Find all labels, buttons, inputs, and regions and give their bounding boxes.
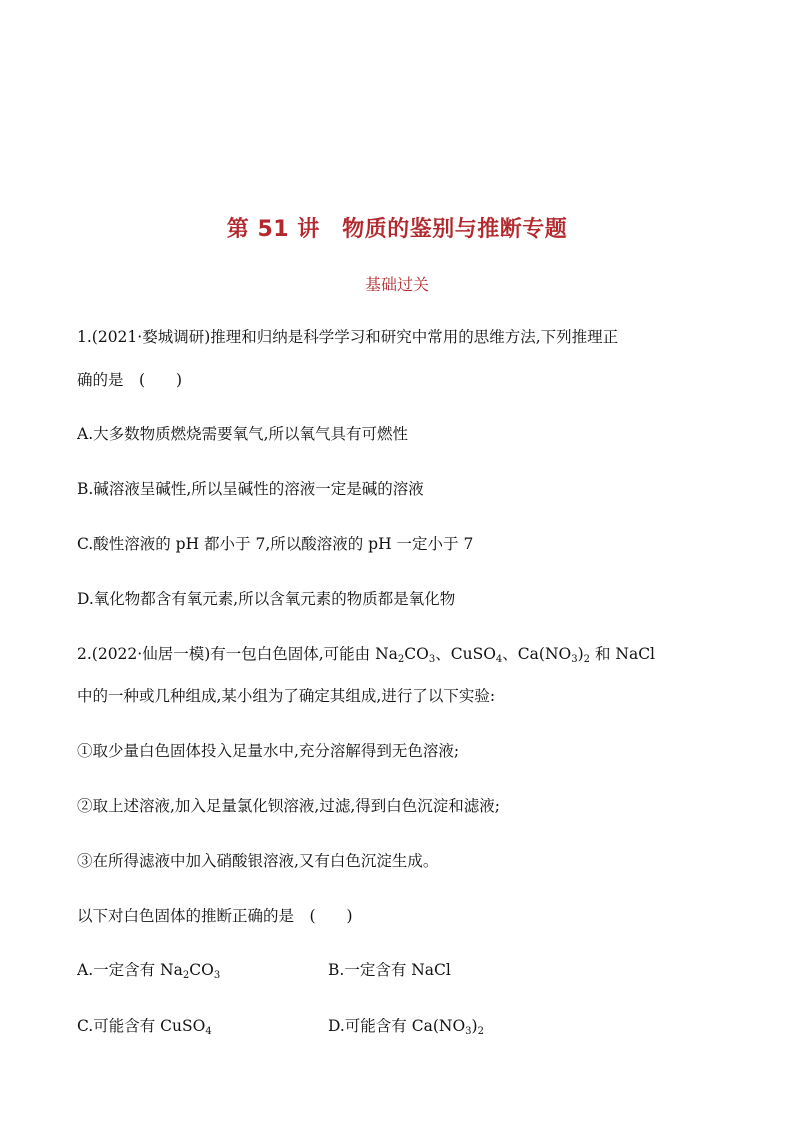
q2-option-c-sub: 4 bbox=[205, 1026, 212, 1037]
q2-stem-prefix: 2.(2022·仙居一模)有一包白色固体,可能由 Na bbox=[77, 645, 398, 663]
q2-sub: 3 bbox=[571, 654, 578, 665]
q2-question: 以下对白色固体的推断正确的是 ( ) bbox=[77, 907, 353, 925]
q2-formula-part: CO bbox=[404, 645, 429, 663]
q2-option-a-sub: 3 bbox=[213, 970, 221, 981]
q2-option-d-sub: 2 bbox=[477, 1026, 484, 1037]
q2-option-d-sub: 3 bbox=[465, 1026, 472, 1037]
q1-option-a: A.大多数物质燃烧需要氧气,所以氧气具有可燃性 bbox=[77, 425, 409, 443]
q1-stem-line2: 确的是 ( ) bbox=[77, 371, 183, 389]
q2-stem-line2: 中的一种或几种组成,某小组为了确定其组成,进行了以下实验: bbox=[77, 687, 496, 705]
q2-option-d-text: D.可能含有 Ca(NO bbox=[328, 1017, 466, 1035]
q2-option-d bbox=[328, 1016, 484, 1036]
q2-option-b: B.一定含有 NaCl bbox=[328, 961, 451, 979]
q2-option-a-text: A.一定含有 Na bbox=[77, 961, 183, 979]
q2-step-2: ②取上述溶液,加入足量氯化钡溶液,过滤,得到白色沉淀和滤液; bbox=[77, 797, 501, 815]
q2-sub: 4 bbox=[495, 654, 503, 665]
q2-option-a-sub: 2 bbox=[182, 970, 190, 981]
q1-stem-line1: 1.(2021·婺城调研)推理和归纳是科学学习和研究中常用的思维方法,下列推理正 bbox=[77, 328, 619, 346]
q2-option-a-text: CO bbox=[189, 961, 214, 979]
q2-step-3: ③在所得滤液中加入硝酸银溶液,又有白色沉淀生成。 bbox=[77, 852, 439, 870]
q2-sub: 2 bbox=[397, 654, 405, 665]
q2-option-c-text: C.可能含有 CuSO bbox=[77, 1017, 206, 1035]
q2-sub: 3 bbox=[428, 654, 436, 665]
q1-option-d: D.氧化物都含有氧元素,所以含氧元素的物质都是氧化物 bbox=[77, 590, 456, 608]
q2-option-a bbox=[77, 960, 220, 980]
q1-option-c: C.酸性溶液的 pH 都小于 7,所以酸溶液的 pH 一定小于 7 bbox=[77, 535, 474, 553]
section-subtitle: 基础过关 bbox=[364, 275, 429, 294]
q2-option-d-text: ) bbox=[471, 1017, 478, 1035]
q2-stem-line1 bbox=[77, 644, 655, 664]
q1-option-b: B.碱溶液呈碱性,所以呈碱性的溶液一定是碱的溶液 bbox=[77, 480, 424, 498]
q2-formula-part: 、Ca(NO bbox=[502, 645, 572, 663]
q2-option-c bbox=[77, 1016, 212, 1036]
q2-formula-part: 、CuSO bbox=[435, 645, 496, 663]
page-title: 第 51 讲 物质的鉴别与推断专题 bbox=[226, 217, 568, 242]
q2-step-1: ①取少量白色固体投入足量水中,充分溶解得到无色溶液; bbox=[77, 742, 460, 760]
q2-formula-part: 和 NaCl bbox=[590, 645, 656, 663]
q2-sub: 2 bbox=[583, 654, 591, 665]
q2-formula-part: ) bbox=[577, 645, 584, 663]
